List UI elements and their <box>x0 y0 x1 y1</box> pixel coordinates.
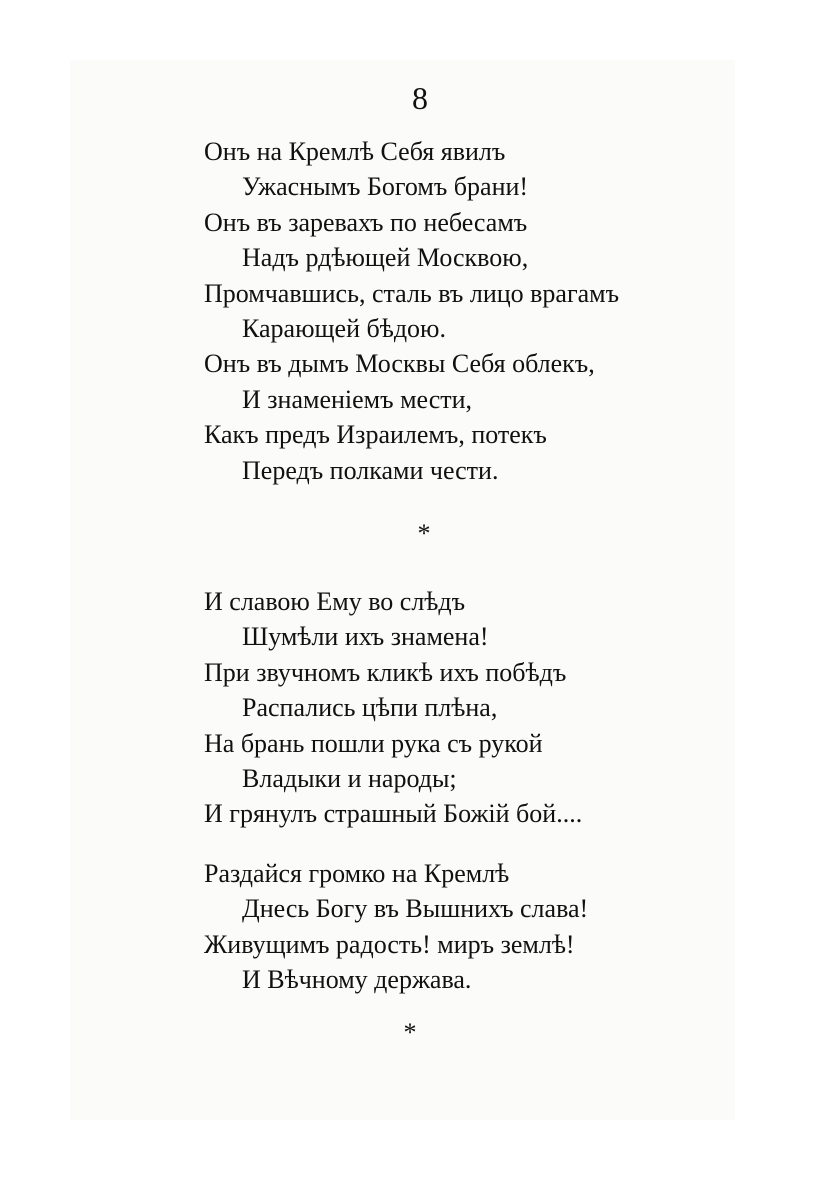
verse-line: Шумѣли ихъ знамена! <box>242 622 489 652</box>
verse-line: И славою Ему во слѣдъ <box>204 587 466 616</box>
verse-line: Промчавшись, сталь въ лицо врагамъ <box>204 278 620 308</box>
verse-line: Днесь Богу въ Вышнихъ слава! <box>242 894 589 924</box>
asterisk-separator: * <box>403 1018 417 1047</box>
verse-line: И грянулъ страшный Божій бой.... <box>204 799 583 829</box>
verse-line: Какъ предъ Израилемъ, потекъ <box>204 420 547 450</box>
verse-line: На брань пошли рука съ рукой <box>204 728 543 758</box>
verse-line: Онъ въ дымъ Москвы Себя облекъ, <box>204 349 595 379</box>
page-number: 8 <box>412 80 428 116</box>
verse-line: При звучномъ кликѣ ихъ побѣдъ <box>204 657 567 687</box>
verse-line: Передъ полками чести. <box>242 455 499 485</box>
asterisk-separator: * <box>417 519 431 548</box>
verse-line: Владыки и народы; <box>242 763 457 793</box>
stanza-3 <box>204 856 764 998</box>
verse-line: Карающей бѣдою. <box>242 313 446 343</box>
verse-line: Раздайся громко на Кремлѣ <box>204 859 510 888</box>
verse-line: Онъ на Кремлѣ Себя явилъ <box>204 137 506 166</box>
verse-line: Распались цѣпи плѣна, <box>242 693 498 723</box>
verse-line: Онъ въ заревахъ по небесамъ <box>204 207 528 237</box>
verse-line: Живущимъ радость! миръ землѣ! <box>204 929 575 959</box>
stanza-2 <box>204 584 764 832</box>
verse-line: Ужаснымъ Богомъ брани! <box>242 172 529 202</box>
verse-line: И Вѣчному держава. <box>242 965 472 995</box>
stanza-1 <box>204 134 764 488</box>
verse-line: И знаменіемъ мести, <box>242 384 473 414</box>
verse-line: Надъ рдѣющей Москвою, <box>242 243 529 273</box>
